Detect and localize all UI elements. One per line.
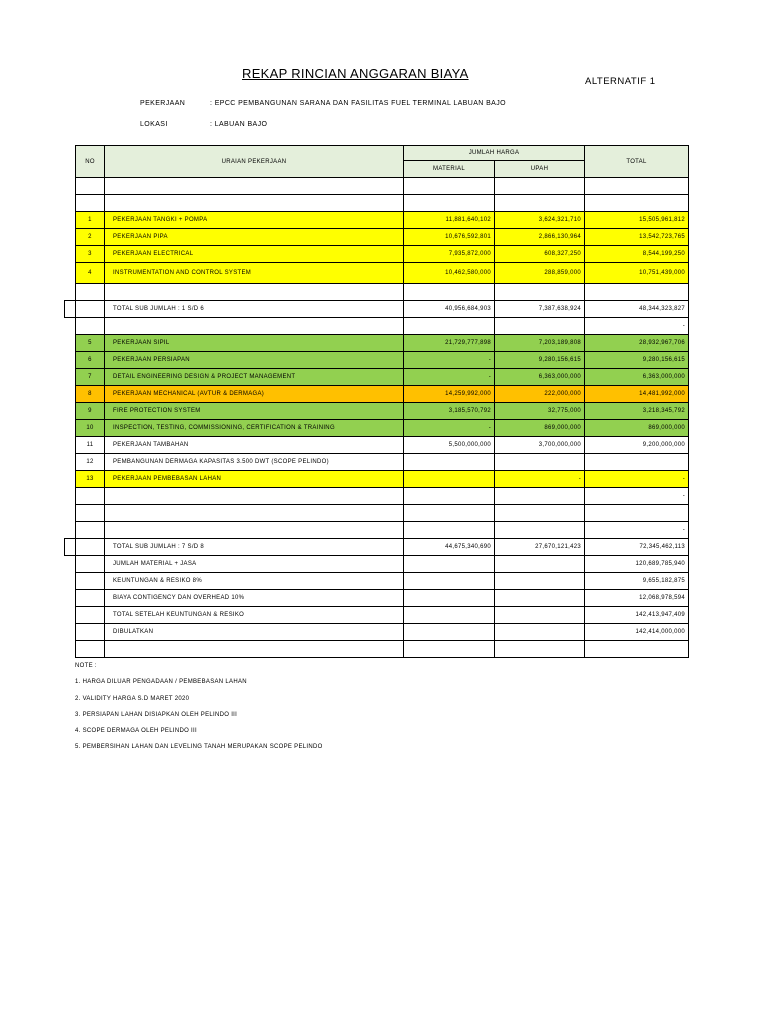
cell-material [404, 195, 495, 212]
cell-description: TOTAL SETELAH KEUNTUNGAN & RESIKO [105, 607, 404, 624]
cell-description: PEKERJAAN TANGKI + POMPA [105, 212, 404, 229]
cell-total: - [585, 318, 689, 335]
notes-section [75, 658, 323, 756]
cell-upah [495, 641, 585, 658]
cell-upah: 3,624,321,710 [495, 212, 585, 229]
table-header-row-1 [76, 146, 689, 161]
cell-upah [495, 178, 585, 195]
cell-total: 869,000,000 [585, 420, 689, 437]
cell-upah [495, 522, 585, 539]
cell-total: - [585, 471, 689, 488]
cell-no: 9 [76, 403, 105, 420]
table-row [76, 284, 689, 301]
cell-description: PEKERJAAN SIPIL [105, 335, 404, 352]
budget-table [75, 145, 689, 658]
cell-description [105, 505, 404, 522]
table-row [76, 437, 689, 454]
cell-material [404, 641, 495, 658]
cell-description: PEKERJAAN TAMBAHAN [105, 437, 404, 454]
table-row [76, 178, 689, 195]
cell-material: 14,259,992,000 [404, 386, 495, 403]
cell-material: 7,935,872,000 [404, 246, 495, 263]
cell-material [404, 284, 495, 301]
cell-no [76, 178, 105, 195]
cell-total: - [585, 522, 689, 539]
cell-total: 142,413,947,409 [585, 607, 689, 624]
cell-description: PEKERJAAN PIPA [105, 229, 404, 246]
cell-description: TOTAL SUB JUMLAH : 1 S/D 6 [105, 301, 404, 318]
cell-material [404, 624, 495, 641]
note-item: 4. SCOPE DERMAGA OLEH PELINDO III [75, 728, 197, 735]
table-row [76, 522, 689, 539]
cell-material [404, 178, 495, 195]
cell-material: 3,185,570,792 [404, 403, 495, 420]
cell-description [105, 284, 404, 301]
location-label: LOKASI [140, 121, 168, 128]
table-row [76, 488, 689, 505]
cell-total: 6,363,000,000 [585, 369, 689, 386]
table-row [76, 556, 689, 573]
subtotal-bracket [64, 300, 76, 318]
cell-material [404, 590, 495, 607]
table-row [76, 607, 689, 624]
cell-material: - [404, 352, 495, 369]
cell-upah [495, 284, 585, 301]
cell-description [105, 195, 404, 212]
cell-no [76, 539, 105, 556]
cell-description: TOTAL SUB JUMLAH : 7 S/D 8 [105, 539, 404, 556]
cell-material: - [404, 420, 495, 437]
table-row [76, 403, 689, 420]
cell-material: 40,956,684,903 [404, 301, 495, 318]
cell-description: PEKERJAAN PEMBEBASAN LAHAN [105, 471, 404, 488]
header-description: URAIAN PEKERJAAN [105, 146, 404, 178]
cell-material: 5,500,000,000 [404, 437, 495, 454]
cell-total [585, 178, 689, 195]
table-row [76, 195, 689, 212]
cell-upah: 7,203,189,808 [495, 335, 585, 352]
table-row [76, 624, 689, 641]
cell-description: INSTRUMENTATION AND CONTROL SYSTEM [105, 263, 404, 284]
table-row [76, 318, 689, 335]
cell-description: DIBULATKAN [105, 624, 404, 641]
cell-upah [495, 454, 585, 471]
cell-material [404, 573, 495, 590]
cell-no [76, 284, 105, 301]
cell-no: 10 [76, 420, 105, 437]
cell-upah [495, 195, 585, 212]
cell-description: FIRE PROTECTION SYSTEM [105, 403, 404, 420]
cell-description [105, 522, 404, 539]
location-value: : LABUAN BAJO [210, 121, 268, 128]
cell-upah: 6,363,000,000 [495, 369, 585, 386]
table-row [76, 573, 689, 590]
document-title: REKAP RINCIAN ANGGARAN BIAYA [242, 66, 469, 81]
header-jumlah-harga: JUMLAH HARGA [404, 146, 585, 161]
cell-total: 9,655,182,875 [585, 573, 689, 590]
cell-no [76, 590, 105, 607]
cell-material [404, 488, 495, 505]
work-label: PEKERJAAN [140, 100, 186, 107]
table-row [76, 229, 689, 246]
cell-material: 10,462,580,000 [404, 263, 495, 284]
cell-no: 8 [76, 386, 105, 403]
cell-total: 12,068,978,594 [585, 590, 689, 607]
cell-upah: 608,327,250 [495, 246, 585, 263]
cell-total [585, 454, 689, 471]
cell-upah [495, 607, 585, 624]
table-row [76, 352, 689, 369]
cell-total: 9,280,156,615 [585, 352, 689, 369]
table-row [76, 263, 689, 284]
cell-total [585, 505, 689, 522]
cell-material: 10,676,592,801 [404, 229, 495, 246]
cell-upah: 2,866,130,964 [495, 229, 585, 246]
cell-material: 21,729,777,898 [404, 335, 495, 352]
cell-material [404, 471, 495, 488]
cell-description: PEKERJAAN MECHANICAL (AVTUR & DERMAGA) [105, 386, 404, 403]
table-row [76, 212, 689, 229]
cell-upah: 3,700,000,000 [495, 437, 585, 454]
header-material: MATERIAL [404, 161, 495, 178]
cell-total: 9,200,000,000 [585, 437, 689, 454]
cell-material [404, 607, 495, 624]
cell-material: 11,881,640,102 [404, 212, 495, 229]
cell-upah: 27,670,121,423 [495, 539, 585, 556]
cell-total [585, 641, 689, 658]
table-row [76, 471, 689, 488]
header-total: TOTAL [585, 146, 689, 178]
cell-total: 48,344,323,827 [585, 301, 689, 318]
table-row [76, 386, 689, 403]
cell-description: PEMBANGUNAN DERMAGA KAPASITAS 3.500 DWT (SCOPE PELINDO) [105, 454, 404, 471]
cell-total: 120,689,785,940 [585, 556, 689, 573]
cell-no: 1 [76, 212, 105, 229]
cell-no [76, 641, 105, 658]
cell-description [105, 641, 404, 658]
header-no: NO [76, 146, 105, 178]
table-row [76, 590, 689, 607]
cell-total: 14,481,992,000 [585, 386, 689, 403]
table-row [76, 301, 689, 318]
cell-no: 12 [76, 454, 105, 471]
cell-no: 11 [76, 437, 105, 454]
cell-no [76, 573, 105, 590]
note-item: 1. HARGA DILUAR PENGADAAN / PEMBEBASAN LAHAN [75, 679, 247, 686]
cell-no [76, 522, 105, 539]
cell-material: - [404, 369, 495, 386]
cell-no [76, 624, 105, 641]
cell-description [105, 488, 404, 505]
cell-no [76, 505, 105, 522]
cell-total: 10,751,439,000 [585, 263, 689, 284]
cell-no: 6 [76, 352, 105, 369]
cell-no [76, 195, 105, 212]
cell-total: 28,932,967,706 [585, 335, 689, 352]
cell-total [585, 195, 689, 212]
table-row [76, 454, 689, 471]
cell-upah: 288,859,000 [495, 263, 585, 284]
cell-upah: 222,000,000 [495, 386, 585, 403]
cell-upah: - [495, 471, 585, 488]
cell-upah: 32,775,000 [495, 403, 585, 420]
table-row [76, 369, 689, 386]
cell-upah: 7,387,638,924 [495, 301, 585, 318]
cell-no: 4 [76, 263, 105, 284]
cell-total [585, 284, 689, 301]
cell-total: - [585, 488, 689, 505]
cell-no [76, 556, 105, 573]
cell-no [76, 318, 105, 335]
cell-description: KEUNTUNGAN & RESIKO 8% [105, 573, 404, 590]
cell-upah [495, 624, 585, 641]
cell-upah: 869,000,000 [495, 420, 585, 437]
cell-no: 5 [76, 335, 105, 352]
cell-material [404, 318, 495, 335]
cell-upah [495, 556, 585, 573]
subtotal-bracket [64, 538, 76, 556]
cell-material [404, 505, 495, 522]
cell-total: 72,345,462,113 [585, 539, 689, 556]
cell-upah: 9,280,156,615 [495, 352, 585, 369]
cell-total: 3,218,345,792 [585, 403, 689, 420]
cell-material: 44,675,340,690 [404, 539, 495, 556]
cell-description: INSPECTION, TESTING, COMMISSIONING, CERTIFICATION & TRAINING [105, 420, 404, 437]
cell-upah [495, 590, 585, 607]
cell-material [404, 556, 495, 573]
cell-upah [495, 573, 585, 590]
cell-description: JUMLAH MATERIAL + JASA [105, 556, 404, 573]
cell-description [105, 318, 404, 335]
table-row [76, 505, 689, 522]
cell-description: PEKERJAAN PERSIAPAN [105, 352, 404, 369]
cell-no [76, 607, 105, 624]
alternative-label: ALTERNATIF 1 [585, 76, 656, 87]
cell-total: 15,505,961,812 [585, 212, 689, 229]
cell-no [76, 301, 105, 318]
cell-material [404, 454, 495, 471]
table-row [76, 641, 689, 658]
header-upah: UPAH [495, 161, 585, 178]
cell-description: DETAIL ENGINEERING DESIGN & PROJECT MANAGEMENT [105, 369, 404, 386]
cell-no: 7 [76, 369, 105, 386]
table-row [76, 539, 689, 556]
table-row [76, 246, 689, 263]
note-item: 2. VALIDITY HARGA S.D MARET 2020 [75, 695, 190, 702]
work-value: : EPCC PEMBANGUNAN SARANA DAN FASILITAS FUEL TERMINAL LABUAN BAJO [210, 100, 506, 107]
cell-material [404, 522, 495, 539]
cell-total: 8,544,199,250 [585, 246, 689, 263]
cell-total: 142,414,000,000 [585, 624, 689, 641]
cell-upah [495, 505, 585, 522]
cell-no: 13 [76, 471, 105, 488]
cell-total: 13,542,723,765 [585, 229, 689, 246]
note-item: 5. PEMBERSIHAN LAHAN DAN LEVELING TANAH MERUPAKAN SCOPE PELINDO [75, 744, 323, 751]
cell-upah [495, 318, 585, 335]
cell-description [105, 178, 404, 195]
table-row [76, 335, 689, 352]
table-row [76, 420, 689, 437]
notes-label: NOTE : [75, 663, 97, 669]
cell-no: 2 [76, 229, 105, 246]
cell-no [76, 488, 105, 505]
cell-description: BIAYA CONTIGENCY DAN OVERHEAD 10% [105, 590, 404, 607]
cell-no: 3 [76, 246, 105, 263]
cell-upah [495, 488, 585, 505]
note-item: 3. PERSIAPAN LAHAN DISIAPKAN OLEH PELINDO III [75, 711, 238, 718]
cell-description: PEKERJAAN ELECTRICAL [105, 246, 404, 263]
